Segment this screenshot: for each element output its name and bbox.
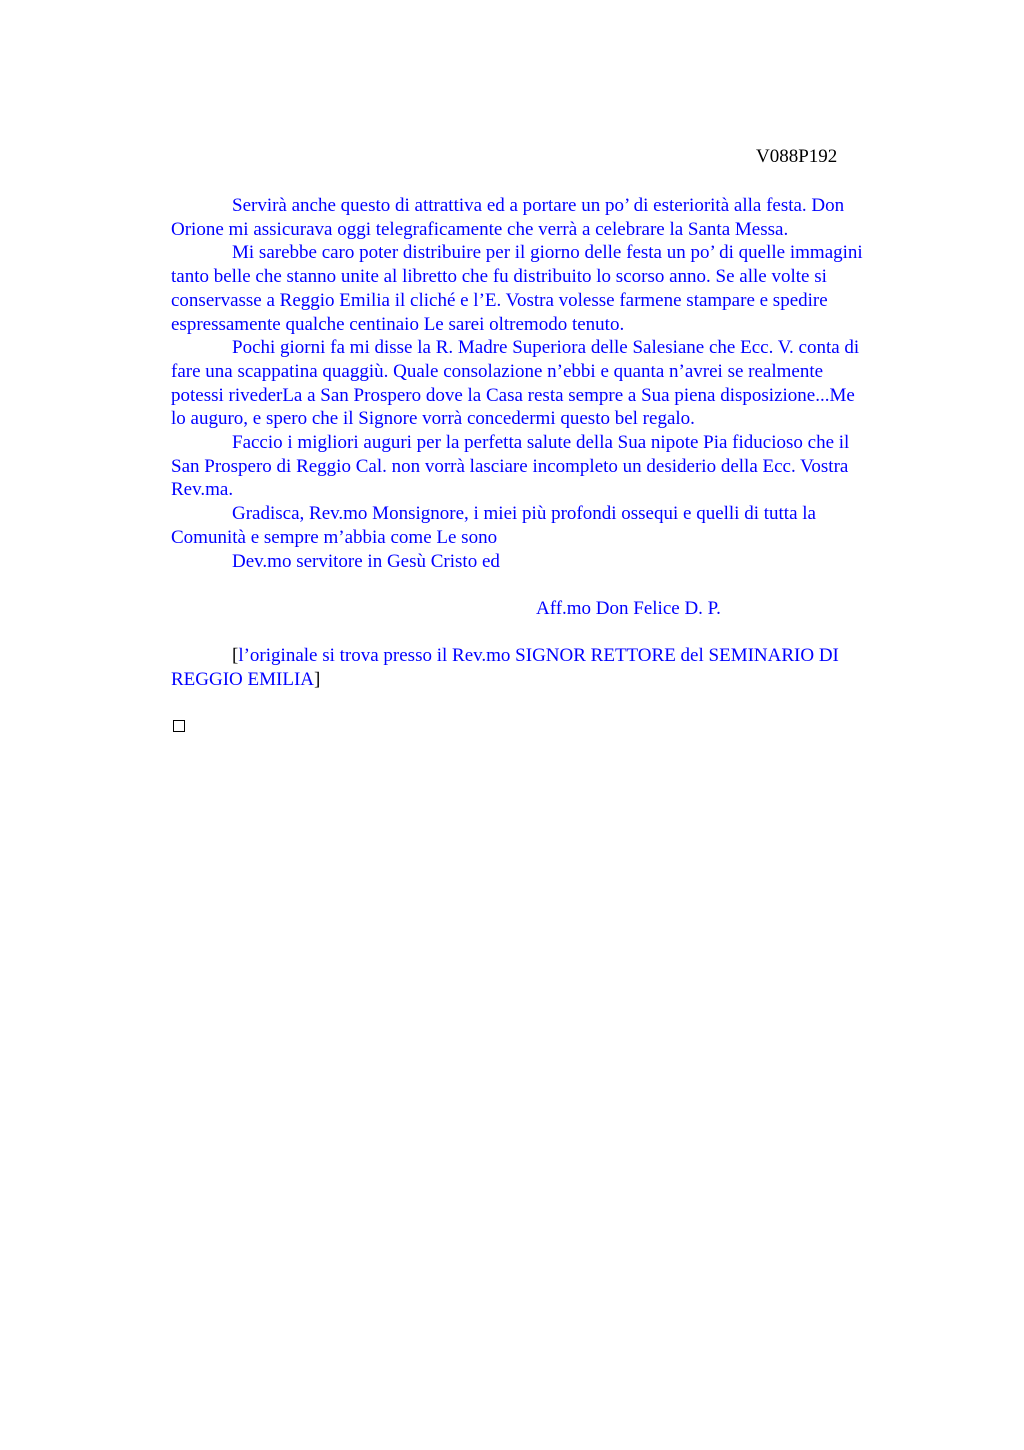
text-line: Servirà anche questo di attrattiva ed a portare un po’ di esteriorità alla festa. Don <box>232 195 845 216</box>
text-line: Gradisca, Rev.mo Monsignore, i miei più profondi ossequi e quelli di tutta la <box>232 503 816 525</box>
close-bracket: ] <box>314 669 321 691</box>
paragraph-3 <box>171 336 927 431</box>
text-line: Rev.ma. <box>171 479 234 501</box>
text-line: conservasse a Reggio Emilia il cliché e l’E. Vostra volesse farmene stampare e spedire <box>171 289 828 311</box>
text-line: Orione mi assicurava oggi telegraficamente che verrà a celebrare la Santa Messa. <box>171 218 789 240</box>
text-line: tanto belle che stanno unite al libretto che fu distribuito lo scorso anno. Se alle volte si <box>171 266 827 288</box>
text-line: Faccio i migliori auguri per la perfetta salute della Sua nipote Pia fiducioso che il <box>232 432 850 454</box>
archive-note <box>171 644 927 691</box>
signature: Aff.mo Don Felice D. P. <box>536 597 721 619</box>
open-bracket: [ <box>232 645 239 667</box>
blank-line <box>171 573 927 597</box>
text-line: Pochi giorni fa mi disse la R. Madre Superiora delle Salesiane che Ecc. V. conta di <box>232 337 860 359</box>
text-line: potessi rivederLa a San Prospero dove la Casa resta sempre a Sua piena disposizione...Me <box>171 384 855 406</box>
paragraph-2 <box>171 241 927 336</box>
text-line: Comunità e sempre m’abbia come Le sono <box>171 526 498 548</box>
blank-line <box>171 621 927 645</box>
text-line: fare una scappatina quaggiù. Quale consolazione n’ebbi e quanta n’avrei se realmente <box>171 360 824 382</box>
paragraph-4 <box>171 431 927 502</box>
text-line: San Prospero di Reggio Cal. non vorrà lasciare incompleto un desiderio della Ecc. Vostra <box>171 455 849 477</box>
archive-note-line-1 <box>171 644 927 668</box>
text-line: lo auguro, e spero che il Signore vorrà concedermi questo bel regalo. <box>171 408 695 430</box>
closing-line: Dev.mo servitore in Gesù Cristo ed <box>232 550 500 572</box>
archive-note-line-2 <box>171 668 927 692</box>
archive-note-text: l’originale si trova presso il Rev.mo SIGNOR RETTORE del SEMINARIO DI <box>238 645 839 667</box>
letter-body <box>171 194 927 692</box>
page-identifier: V088P192 <box>756 146 838 167</box>
paragraph-5 <box>171 502 927 549</box>
text-line: espressamente qualche centinaio Le sarei oltremodo tenuto. <box>171 313 625 335</box>
paragraph-1 <box>171 194 927 241</box>
text-line: Mi sarebbe caro poter distribuire per il giorno delle festa un po’ di quelle immagini <box>232 242 863 264</box>
archive-note-text: REGGIO EMILIA <box>171 669 315 691</box>
end-of-page-box-icon <box>173 720 185 732</box>
